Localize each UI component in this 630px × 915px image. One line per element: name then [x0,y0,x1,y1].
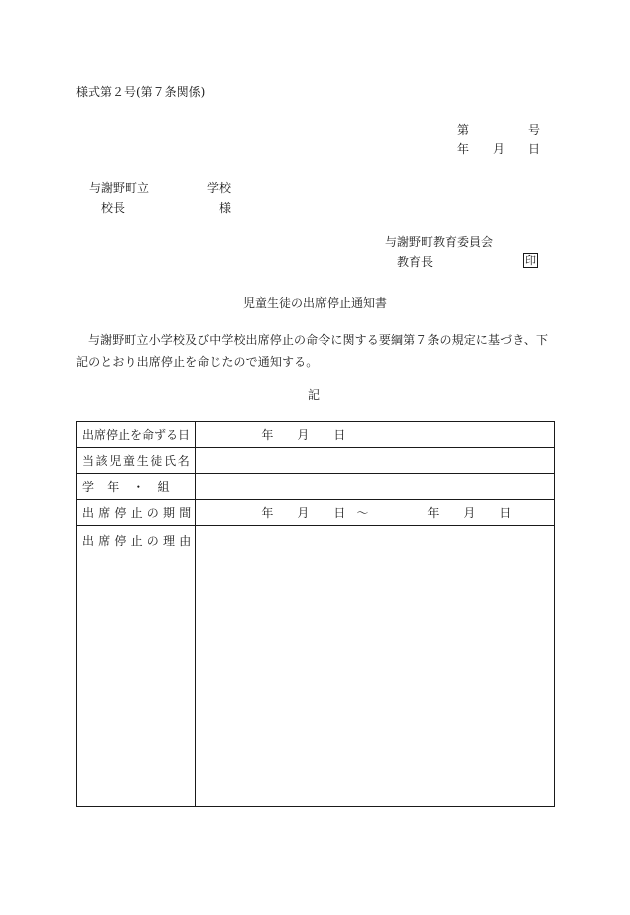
value-order-date[interactable] [196,422,555,448]
period-tilde: 〜 [356,506,369,520]
sender-org: 与謝野町教育委員会 [385,235,494,249]
period-start-day: 日 [333,506,346,520]
order-date-day: 日 [333,428,346,442]
date-month: 月 [493,142,506,156]
recipient-school-prefix: 与謝野町立 [89,181,150,195]
label-suspension-period: 出席停止の期間 [77,500,196,526]
value-suspension-period[interactable] [196,500,555,526]
value-suspension-reason[interactable] [196,526,555,807]
notice-form-table [76,421,555,807]
table-row [77,474,555,500]
label-order-date: 出席停止を命ずる日 [77,422,196,448]
date-day: 日 [528,142,541,156]
period-start-year: 年 [261,506,274,520]
value-student-name[interactable] [196,448,555,474]
recipient-principal: 校長 [101,201,126,215]
table-row [77,526,555,807]
seal-stamp: 印 [525,254,536,267]
doc-number-dai: 第 [457,123,470,137]
order-date-month: 月 [297,428,310,442]
period-end-month: 月 [463,506,476,520]
recipient-school-suffix: 学校 [207,181,232,195]
recipient-honorific: 様 [219,201,232,215]
doc-number-go: 号 [528,123,541,137]
form-number: 様式第２号(第７条関係) [76,85,206,99]
value-grade-class[interactable] [196,474,555,500]
order-date-year: 年 [261,428,274,442]
period-end-year: 年 [427,506,440,520]
period-end-day: 日 [499,506,512,520]
period-start-month: 月 [297,506,310,520]
body-paragraph: 与謝野町立小学校及び中学校出席停止の命令に関する要綱第７条の規定に基づき、下記のとおり出席停止を命じたので通知する。 [76,333,549,369]
table-row [77,500,555,526]
label-grade-class: 学 年 ・ 組 [77,474,196,500]
table-row [77,422,555,448]
document-title: 児童生徒の出席停止通知書 [243,296,388,310]
date-year: 年 [457,142,470,156]
label-suspension-reason: 出席停止の理由 [77,526,196,807]
label-student-name: 当該児童生徒氏名 [77,448,196,474]
table-row [77,448,555,474]
ki-heading: 記 [308,388,321,402]
sender-title: 教育長 [397,255,434,269]
